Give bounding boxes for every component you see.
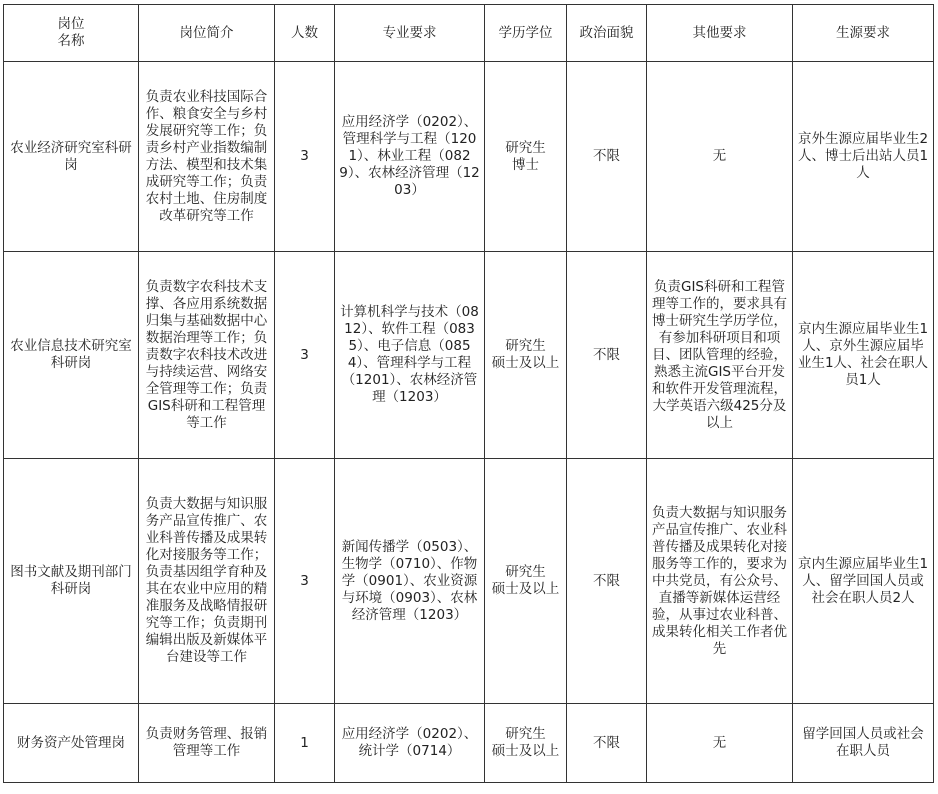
political-requirement: 不限 [567, 704, 647, 783]
other-requirement: 负责GIS科研和工程管理等工作的，要求具有博士研究生学历学位，有参加科研项目和项目、团队管理的经验，熟悉主流GIS平台开发和软件开发管理流程，大学英语六级425分及以上 [647, 252, 793, 459]
position-intro: 负责农业科技国际合作、粮食安全与乡村发展研究等工作；负责乡村产业指数编制方法、模型和技术集成研究等工作；负责农村土地、住房制度改革研究等工作 [139, 62, 275, 252]
position-count: 1 [275, 704, 335, 783]
header-major: 专业要求 [335, 5, 485, 62]
header-degree: 学历学位 [485, 5, 567, 62]
header-political: 政治面貌 [567, 5, 647, 62]
position-name: 图书文献及期刊部门科研岗 [4, 459, 139, 704]
source-requirement: 京内生源应届毕业生1人、京外生源应届毕业生1人、社会在职人员1人 [793, 252, 934, 459]
header-count: 人数 [275, 5, 335, 62]
source-requirement: 留学回国人员或社会在职人员 [793, 704, 934, 783]
header-intro: 岗位简介 [139, 5, 275, 62]
job-table [3, 4, 934, 783]
major-requirement: 新闻传播学（0503）、生物学（0710）、作物学（0901）、农业资源与环境（0903）、农林经济管理（1203） [335, 459, 485, 704]
table-row [4, 252, 934, 459]
header-row [4, 5, 934, 62]
header-other: 其他要求 [647, 5, 793, 62]
source-requirement: 京内生源应届毕业生1人、留学回国人员或社会在职人员2人 [793, 459, 934, 704]
header-source: 生源要求 [793, 5, 934, 62]
major-requirement: 应用经济学（0202）、管理科学与工程（1201）、林业工程（0829）、农林经济管理（1203） [335, 62, 485, 252]
other-requirement: 负责大数据与知识服务产品宣传推广、农业科普传播及成果转化对接服务等工作的，要求为中共党员，有公众号、直播等新媒体运营经验，从事过农业科普、成果转化相关工作者优先 [647, 459, 793, 704]
source-requirement: 京外生源应届毕业生2人、博士后出站人员1人 [793, 62, 934, 252]
other-requirement: 无 [647, 704, 793, 783]
degree-requirement: 研究生 硕士及以上 [485, 704, 567, 783]
major-requirement: 应用经济学（0202）、统计学（0714） [335, 704, 485, 783]
other-requirement: 无 [647, 62, 793, 252]
position-count: 3 [275, 252, 335, 459]
political-requirement: 不限 [567, 62, 647, 252]
political-requirement: 不限 [567, 252, 647, 459]
header-name: 岗位 名称 [4, 5, 139, 62]
political-requirement: 不限 [567, 459, 647, 704]
table-row [4, 459, 934, 704]
table-row [4, 62, 934, 252]
position-name: 农业信息技术研究室科研岗 [4, 252, 139, 459]
position-name: 农业经济研究室科研岗 [4, 62, 139, 252]
position-name: 财务资产处管理岗 [4, 704, 139, 783]
table-row [4, 704, 934, 783]
degree-requirement: 研究生 博士 [485, 62, 567, 252]
degree-requirement: 研究生 硕士及以上 [485, 459, 567, 704]
major-requirement: 计算机科学与技术（0812）、软件工程（0835）、电子信息（0854）、管理科学与工程（1201）、农林经济管理（1203） [335, 252, 485, 459]
position-intro: 负责数字农科技术支撑、各应用系统数据归集与基础数据中心数据治理等工作；负责数字农科技术改进与持续运营、网络安全管理等工作；负责GIS科研和工程管理等工作 [139, 252, 275, 459]
position-intro: 负责大数据与知识服务产品宣传推广、农业科普传播及成果转化对接服务等工作；负责基因组学育种及其在农业中应用的精准服务及战略情报研究等工作；负责期刊编辑出版及新媒体平台建设等工作 [139, 459, 275, 704]
position-intro: 负责财务管理、报销管理等工作 [139, 704, 275, 783]
position-count: 3 [275, 459, 335, 704]
position-count: 3 [275, 62, 335, 252]
degree-requirement: 研究生 硕士及以上 [485, 252, 567, 459]
